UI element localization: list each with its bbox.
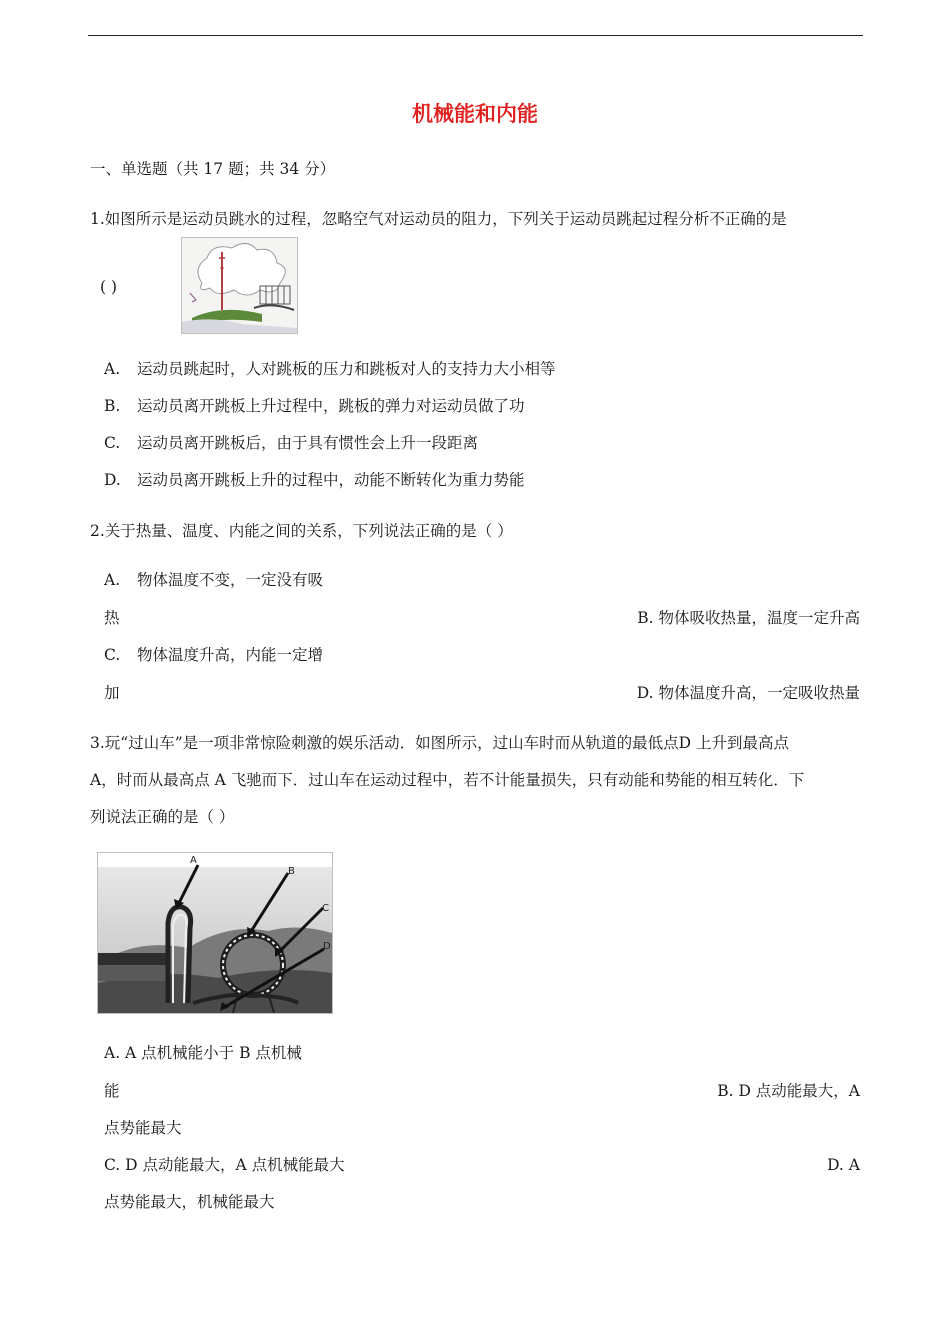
q3-stem-line-3: 列说法正确的是（ ） [90,808,235,826]
q2-option-a [104,570,324,590]
q1-option-d [104,470,525,490]
option-text: 运动员离开跳板后，由于具有惯性会上升一段距离 [137,434,479,452]
roller-coaster-illustration [98,853,332,1013]
option-text: 物体温度不变，一定没有吸 [137,571,324,589]
option-letter: C. [104,434,121,452]
page-title: 机械能和内能 [412,102,538,126]
q3-option-a-wrap: 能 [104,1082,120,1100]
q3-option-d-wrap: 点势能最大，机械能最大 [104,1193,275,1211]
option-text: 运动员跳起时，人对跳板的压力和跳板对人的支持力大小相等 [137,360,556,378]
header-rule [88,35,863,36]
q1-option-b [104,396,525,416]
option-letter: C. [104,646,121,664]
option-text: 运动员离开跳板上升的过程中，动能不断转化为重力势能 [137,471,525,489]
q2-option-c-wrap: 加 [104,684,120,702]
q2-option-d: D. 物体温度升高，一定吸收热量 [636,684,860,702]
option-text: 物体温度升高，内能一定增 [137,646,324,664]
q1-blank: ( ) [100,278,118,296]
diving-illustration [182,238,297,333]
label-a: A [190,855,197,866]
label-c: C [322,903,329,914]
q3-option-b-wrap: 点势能最大 [104,1119,182,1137]
q3-option-a: A. A 点机械能小于 B 点机械 [104,1044,302,1062]
q2-option-c [104,645,324,665]
option-letter: D. [104,471,121,489]
q3-stem-line-1: 3.玩“过山车”是一项非常惊险刺激的娱乐活动．如图所示，过山车时而从轨道的最低点D 上升到最高点 [90,734,789,752]
q3-stem-line-2: A，时而从最高点 A 飞驰而下．过山车在运动过程中，若不计能量损失，只有动能和势能的相互转化．下 [90,771,805,789]
option-letter: A. [104,360,121,378]
q3-option-c: C. D 点动能最大，A 点机械能最大 [104,1156,345,1174]
roller-coaster-image [97,852,333,1014]
q3-option-b: B. D 点动能最大，A [717,1082,860,1100]
q1-stem: 1.如图所示是运动员跳水的过程，忽略空气对运动员的阻力，下列关于运动员跳起过程分析不正确的是 [90,210,787,228]
label-d: D [323,941,331,952]
label-b: B [288,866,295,877]
q2-stem: 2.关于热量、温度、内能之间的关系，下列说法正确的是（ ） [90,522,513,540]
q2-option-b: B. 物体吸收热量，温度一定升高 [637,609,860,627]
q1-option-a [104,359,556,379]
option-letter: B. [104,397,121,415]
q3-option-d: D. A [827,1156,860,1174]
option-letter: A. [104,571,121,589]
option-text: 运动员离开跳板上升过程中，跳板的弹力对运动员做了功 [137,397,525,415]
q1-option-c [104,433,479,453]
q2-option-a-wrap: 热 [104,609,120,627]
section-header: 一、单选题（共 17 题；共 34 分） [90,160,336,178]
diving-image [181,237,298,334]
